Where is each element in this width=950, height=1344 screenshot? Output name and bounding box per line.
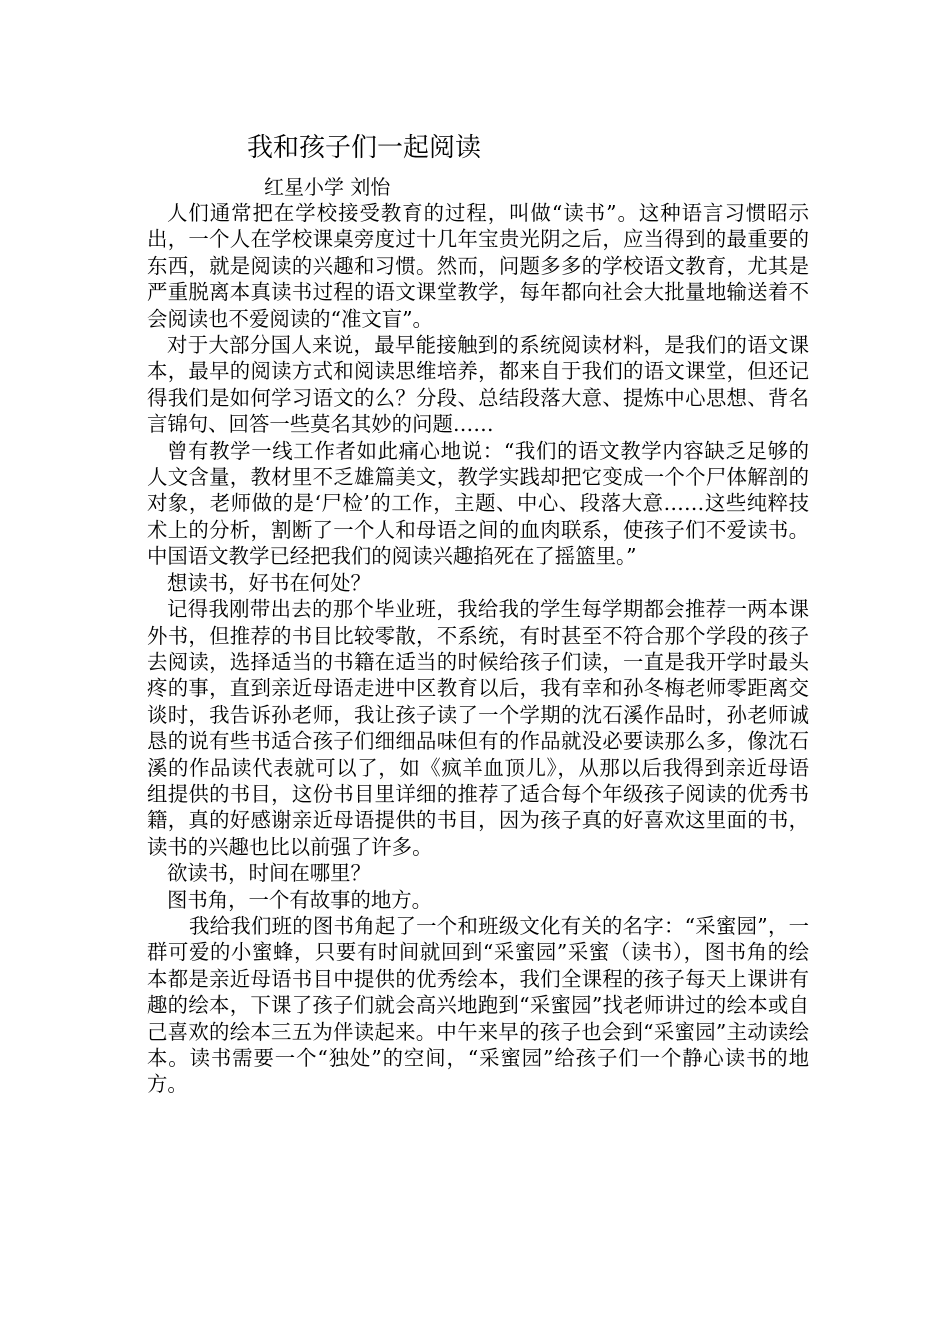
paragraph-2: 对于大部分国人来说，最早能接触到的系统阅读材料，是我们的语文课本，最早的阅读方式和阅读思维培养，都来自于我们的语文课堂，但还记得我们是如何学习语文的么？分段、总结段落大意、提炼中心思想、背名言锦句、回答一些莫名其妙的问题…… <box>147 333 809 437</box>
paragraph-5: 我给我们班的图书角起了一个和班级文化有关的名字：“采蜜园”，一群可爱的小蜜蜂，只要有时间就回到“采蜜园”采蜜（读书），图书角的绘本都是亲近母语书目中提供的优秀绘本，我们全课程的孩子每天上课讲有趣的绘本，下课了孩子们就会高兴地跑到“采蜜园”找老师讲过的绘本或自己喜欢的绘本三五为伴读起来。中午来早的孩子也会到“采蜜园”主动读绘本。读书需要一个“独处”的空间，“采蜜园”给孩子们一个静心读书的地方。 <box>147 913 809 1097</box>
document-body <box>147 200 809 1098</box>
paragraph-1: 人们通常把在学校接受教育的过程，叫做“读书”。这种语言习惯昭示出，一个人在学校课桌旁度过十几年宝贵光阴之后，应当得到的最重要的东西，就是阅读的兴趣和习惯。然而，问题多多的学校语文教育，尤其是严重脱离本真读书过程的语文课堂教学，每年都向社会大批量地输送着不会阅读也不爱阅读的“准文盲”。 <box>147 201 809 331</box>
section-heading-1: 想读书，好书在何处？ <box>167 570 371 595</box>
section-subheading: 图书角，一个有故事的地方。 <box>167 887 433 912</box>
section-heading-2: 欲读书，时间在哪里？ <box>167 861 371 886</box>
paragraph-4: 记得我刚带出去的那个毕业班，我给我的学生每学期都会推荐一两本课外书，但推荐的书目比较零散，不系统，有时甚至不符合那个学段的孩子去阅读，选择适当的书籍在适当的时候给孩子们读，一直是我开学时最头疼的事，直到亲近母语走进中区教育以后，我有幸和孙冬梅老师零距离交谈时，我告诉孙老师，我让孩子读了一个学期的沈石溪作品时，孙老师诚恳的说有些书适合孩子们细细品味但有的作品就没必要读那么多，像沈石溪的作品读代表就可以了，如《疯羊血顶儿》，从那以后我得到亲近母语组提供的书目，这份书目里详细的推荐了适合每个年级孩子阅读的优秀书籍，真的好感谢亲近母语提供的书目，因为孩子真的好喜欢这里面的书，读书的兴趣也比以前强了许多。 <box>147 597 809 859</box>
paragraph-3: 曾有教学一线工作者如此痛心地说：“我们的语文教学内容缺乏足够的人文含量，教材里不乏雄篇美文，教学实践却把它变成一个个尸体解剖的对象，老师做的是‘尸检’的工作，主题、中心、段落大意……这些纯粹技术上的分析，割断了一个人和母语之间的血肉联系，使孩子们不爱读书。中国语文教学已经把我们的阅读兴趣掐死在了摇篮里。” <box>147 438 809 569</box>
document-title: 我和孩子们一起阅读 <box>247 133 482 163</box>
author-byline: 红星小学 刘怡 <box>264 175 391 199</box>
